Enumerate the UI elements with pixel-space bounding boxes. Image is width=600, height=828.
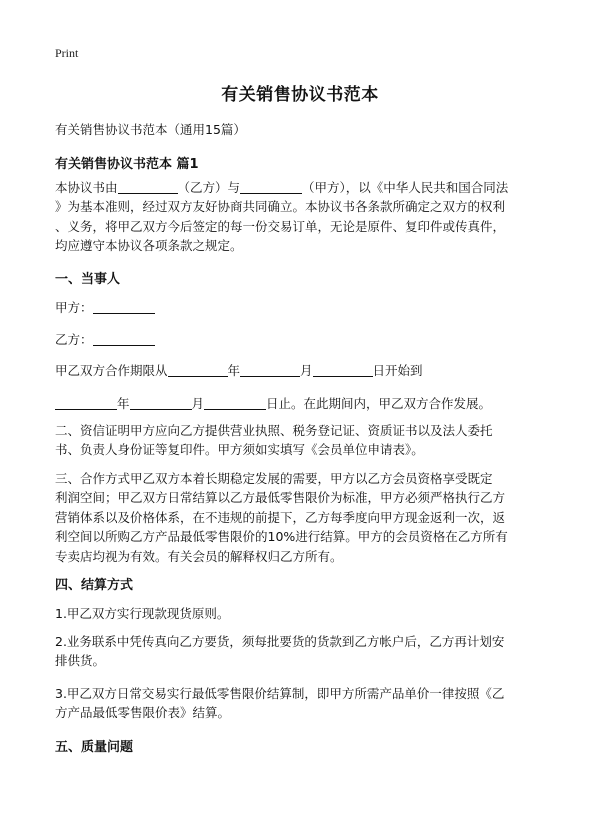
end-day-blank bbox=[204, 395, 266, 410]
section-quality-title: 五、质量问题 bbox=[55, 740, 134, 755]
cooperation-clause bbox=[55, 469, 547, 566]
party-a-line: 甲方： bbox=[55, 298, 155, 316]
agreement-heading: 有关销售协议书范本 篇1 bbox=[55, 157, 199, 172]
start-month-blank bbox=[240, 362, 300, 377]
term-line-end: 年 月 日止。在此期间内，甲乙双方合作发展。 bbox=[55, 394, 491, 412]
party-a-blank bbox=[240, 179, 302, 194]
clause-line: 3.甲乙双方日常交易实行最低零售限价结算制，即甲方所需产品单价一律按照《乙 bbox=[55, 686, 505, 701]
intro-line: 》为基本准则，经过双方友好协商共同确立。本协议书各条款所确定之双方的权利 bbox=[55, 199, 506, 215]
clause-line: 二、资信证明甲方应向乙方提供营业执照、税务登记证、资质证书以及法人委托 bbox=[55, 423, 493, 438]
settlement-item-1: 1.甲乙双方实行现款现货原则。 bbox=[55, 606, 230, 621]
end-month-blank bbox=[130, 395, 192, 410]
party-b-blank bbox=[118, 179, 178, 194]
clause-line: 方产品最低零售限价表》结算。 bbox=[55, 705, 231, 721]
section-settlement-title: 四、结算方式 bbox=[55, 578, 134, 593]
document-title: 有关销售协议书范本 bbox=[221, 85, 379, 105]
intro-paragraph bbox=[55, 178, 547, 256]
clause-line: 三、合作方式甲乙双方本着长期稳定发展的需要，甲方以乙方会员资格享受既定 bbox=[55, 471, 493, 486]
end-year-blank bbox=[55, 395, 117, 410]
document-subtitle: 有关销售协议书范本（通用15篇） bbox=[55, 122, 246, 137]
start-year-blank bbox=[168, 362, 228, 377]
clause-line: 利润空间；甲乙双方日常结算以乙方最低零售限价为标准，甲方必须严格执行乙方 bbox=[55, 490, 506, 506]
print-link[interactable]: Print bbox=[55, 46, 79, 60]
term-line-start: 甲乙双方合作期限从 年 月 日开始到 bbox=[55, 363, 423, 378]
party-a-name-blank bbox=[93, 299, 155, 314]
clause-line: 排供货。 bbox=[55, 653, 106, 669]
clause-line: 利空间以所购乙方产品最低零售限价的10%进行结算。甲方的会员资格在乙方所有 bbox=[55, 529, 508, 545]
credit-clause bbox=[55, 421, 547, 460]
settlement-item-3 bbox=[55, 684, 547, 723]
settlement-item-2 bbox=[55, 632, 547, 671]
intro-line: 本协议书由 （乙方）与 （甲方），以《中华人民共和国合同法 bbox=[55, 180, 509, 195]
start-day-blank bbox=[313, 362, 373, 377]
party-b-line: 乙方： bbox=[55, 330, 155, 348]
intro-line: 均应遵守本协议各项条款之规定。 bbox=[55, 238, 243, 254]
party-b-name-blank bbox=[93, 331, 155, 346]
clause-line: 专卖店均视为有效。有关会员的解释权归乙方所有。 bbox=[55, 548, 343, 564]
section-parties-title: 一、当事人 bbox=[55, 272, 121, 287]
clause-line: 书、负责人身份证等复印件。甲方须如实填写《会员单位申请表》。 bbox=[55, 442, 424, 458]
intro-line: 、义务，将甲乙双方今后签定的每一份交易订单，无论是原件、复印件或传真件， bbox=[55, 218, 506, 234]
clause-line: 2.业务联系中凭传真向乙方要货，须每批要货的货款到乙方帐户后，乙方再计划安 bbox=[55, 634, 505, 649]
clause-line: 营销体系以及价格体系，在不违规的前提下，乙方每季度向甲方现金返利一次，返 bbox=[55, 509, 506, 525]
